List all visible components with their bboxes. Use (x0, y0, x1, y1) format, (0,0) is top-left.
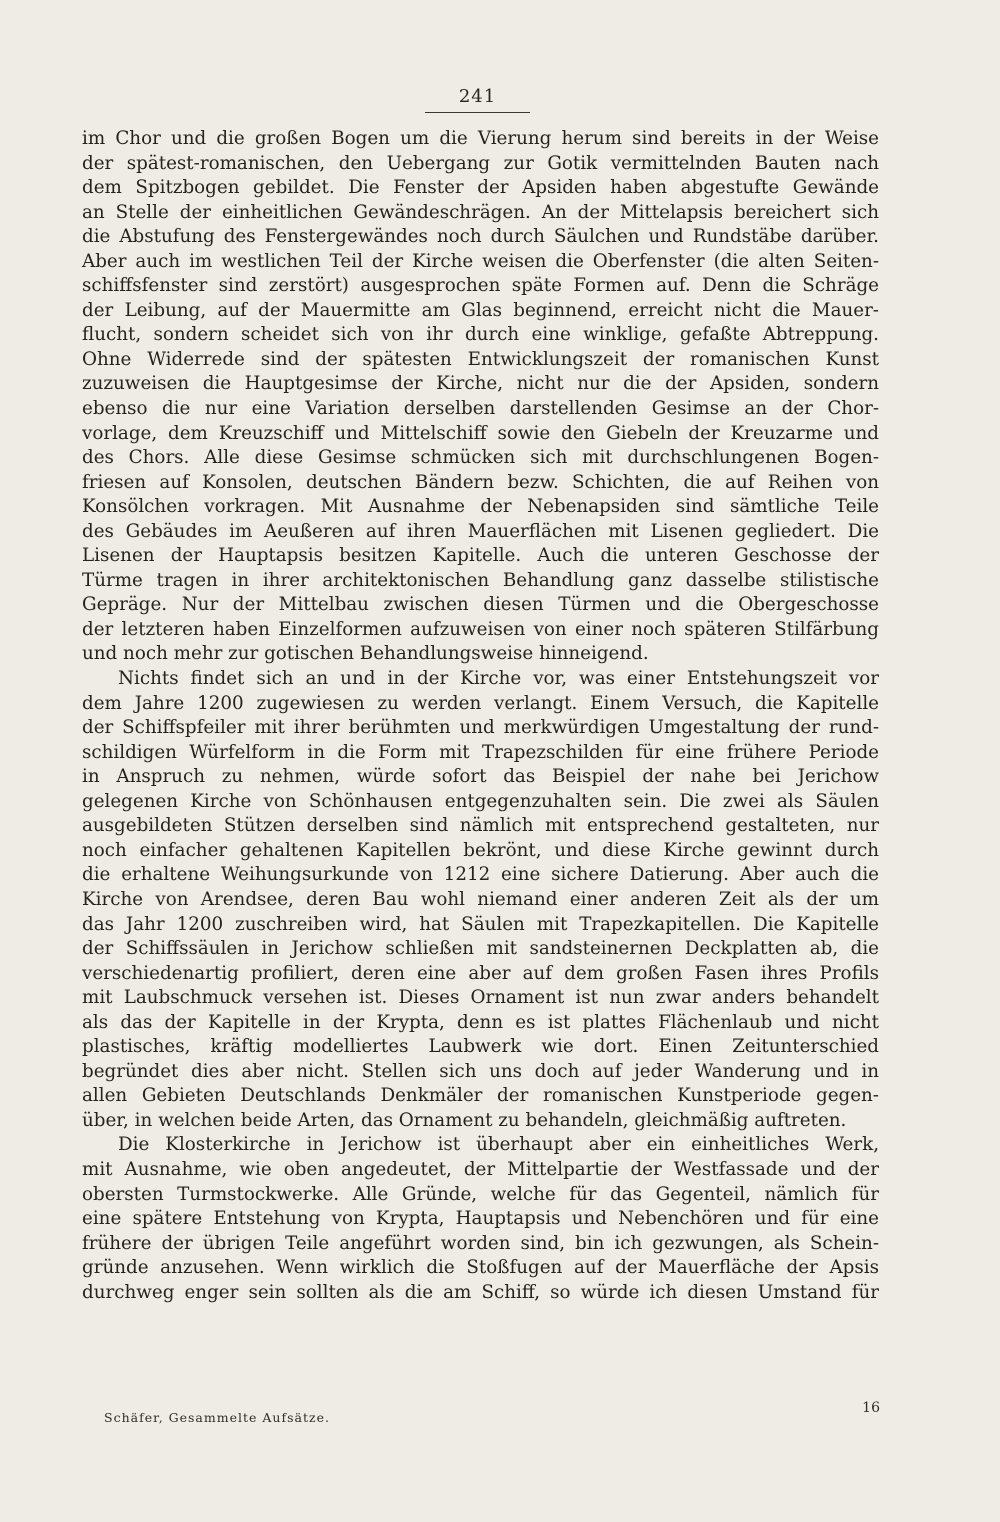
page-number: 241 (458, 86, 497, 107)
text-line: plastisches, kräftig modelliertes Laubwerk wie dort. Einen Zeitunterschied (82, 1036, 879, 1058)
text-line: die Abstufung des Fenstergewändes noch durch Säulchen und Rundstäbe darüber. (82, 226, 879, 248)
text-line: als das der Kapitelle in der Krypta, denn es ist plattes Flächenlaub und nicht (82, 1011, 879, 1033)
text-line: gründe anzusehen. Wenn wirklich die Stoßfugen auf der Mauerfläche der Apsis (82, 1257, 879, 1279)
text-line: eine spätere Entstehung von Krypta, Hauptapsis und Nebenchören und für eine (82, 1208, 879, 1230)
text-line: Türme tragen in ihrer architektonischen Behandlung ganz dasselbe stilistische (82, 569, 879, 591)
text-line: Ohne Widerrede sind der spätesten Entwicklungszeit der romanischen Kunst (82, 348, 879, 370)
text-line: an Stelle der einheitlichen Gewändeschrägen. An der Mittelapsis bereichert sich (82, 201, 879, 223)
paragraph-start-line: Nichts findet sich an und in der Kirche vor, was einer Entstehungszeit vor (118, 668, 879, 690)
paragraph-end-line: über, in welchen beide Arten, das Ornament zu behandeln, gleichmäßig auftreten. (82, 1109, 847, 1131)
text-line: obersten Turmstockwerke. Alle Gründe, welche für das Gegenteil, nämlich für (82, 1183, 879, 1205)
text-line: die erhaltene Weihungsurkunde von 1212 eine sichere Datierung. Aber auch die (82, 864, 879, 886)
text-line: dem Jahre 1200 zugewiesen zu werden verlangt. Einem Versuch, die Kapitelle (82, 692, 879, 714)
text-line: gelegenen Kirche von Schönhausen entgegenzuhalten sein. Die zwei als Säulen (82, 790, 879, 812)
text-line: des Chors. Alle diese Gesimse schmücken sich mit durchschlungenen Bogen- (82, 447, 879, 469)
text-line: im Chor und die großen Bogen um die Vierung herum sind bereits in der Weise (82, 128, 879, 149)
text-line: schildigen Würfelform in die Form mit Trapezschilden für eine frühere Periode (82, 741, 879, 763)
text-line: mit Laubschmuck versehen ist. Dieses Ornament ist nun zwar anders behandelt (82, 987, 879, 1009)
text-line: durchweg enger sein sollten als die am Schiff, so würde ich diesen Umstand für (82, 1281, 879, 1303)
text-line: zuzuweisen die Hauptgesimse der Kirche, nicht nur die der Apsiden, sondern (82, 373, 879, 395)
text-line: das Jahr 1200 zuschreiben wird, hat Säulen mit Trapezkapitellen. Die Kapitelle (82, 913, 879, 935)
text-line: Kirche von Arendsee, deren Bau wohl niemand einer anderen Zeit als der um (82, 888, 879, 910)
paragraph-start-line: Die Klosterkirche in Jerichow ist überhaupt aber ein einheitliches Werk, (118, 1134, 879, 1156)
text-line: mit Ausnahme, wie oben angedeutet, der Mittelpartie der Westfassade und der (82, 1158, 879, 1180)
text-line: der Leibung, auf der Mauermitte am Glas beginnend, erreicht nicht die Mauer- (82, 299, 879, 321)
text-line: friesen auf Konsolen, deutschen Bändern bezw. Schichten, die auf Reihen von (82, 471, 879, 493)
text-line: vorlage, dem Kreuzschiff und Mittelschiff sowie den Giebeln der Kreuzarme und (82, 422, 879, 444)
footer-author: Schäfer, Gesammelte Aufsätze. (104, 1410, 330, 1425)
text-line: des Gebäudes im Aeußeren auf ihren Mauerflächen mit Lisenen gegliedert. Die (82, 520, 879, 542)
page-header (425, 86, 530, 110)
text-line: flucht, sondern scheidet sich von ihr durch eine winklige, gefaßte Abtreppung. (82, 324, 879, 346)
text-line: begründet dies aber nicht. Stellen sich uns doch auf jeder Wanderung und in (82, 1060, 879, 1082)
text-line: ebenso die nur eine Variation derselben darstellenden Gesimse an der Chor- (82, 398, 879, 420)
signature-mark: 16 (862, 1400, 880, 1416)
text-line: dem Spitzbogen gebildet. Die Fenster der Apsiden haben abgestufte Gewände (82, 177, 879, 199)
text-line: der Schiffssäulen in Jerichow schließen mit sandsteinernen Deckplatten ab, die (82, 938, 879, 960)
text-line: der Schiffspfeiler mit ihrer berühmten und merkwürdigen Umgestaltung der rund- (82, 717, 879, 739)
paragraph-end-line: und noch mehr zur gotischen Behandlungsweise hinneigend. (82, 643, 649, 665)
text-line: allen Gebieten Deutschlands Denkmäler der romanischen Kunstperiode gegen- (82, 1085, 879, 1107)
text-line: Gepräge. Nur der Mittelbau zwischen diesen Türmen und die Obergeschosse (82, 594, 879, 616)
text-line: schiffsfenster sind zerstört) ausgesprochen späte Formen auf. Denn die Schräge (82, 275, 879, 297)
text-line: ausgebildeten Stützen derselben sind nämlich mit entsprechend gestalteten, nur (82, 815, 879, 837)
text-line: der letzteren haben Einzelformen aufzuweisen von einer noch späteren Stilfärbung (82, 618, 879, 640)
text-line: verschiedenartig profiliert, deren eine aber auf dem großen Fasen ihres Profils (82, 962, 879, 984)
text-line: in Anspruch zu nehmen, würde sofort das Beispiel der nahe bei Jerichow (82, 766, 879, 788)
text-line: Konsölchen vorkragen. Mit Ausnahme der Nebenapsiden sind sämtliche Teile (82, 496, 879, 518)
text-line: der spätest-romanischen, den Uebergang zur Gotik vermittelnden Bauten nach (82, 152, 879, 174)
text-line: Aber auch im westlichen Teil der Kirche weisen die Oberfenster (die alten Seiten- (82, 250, 879, 272)
text-line: frühere der übrigen Teile angeführt worden sind, bin ich gezwungen, als Schein- (82, 1232, 879, 1254)
header-rule (425, 112, 530, 113)
body-text (82, 127, 879, 1305)
text-line: Lisenen der Hauptapsis besitzen Kapitelle. Auch die unteren Geschosse der (82, 545, 879, 567)
page-footer (104, 1400, 880, 1428)
text-line: noch einfacher gehaltenen Kapitellen bekrönt, und diese Kirche gewinnt durch (82, 839, 879, 861)
